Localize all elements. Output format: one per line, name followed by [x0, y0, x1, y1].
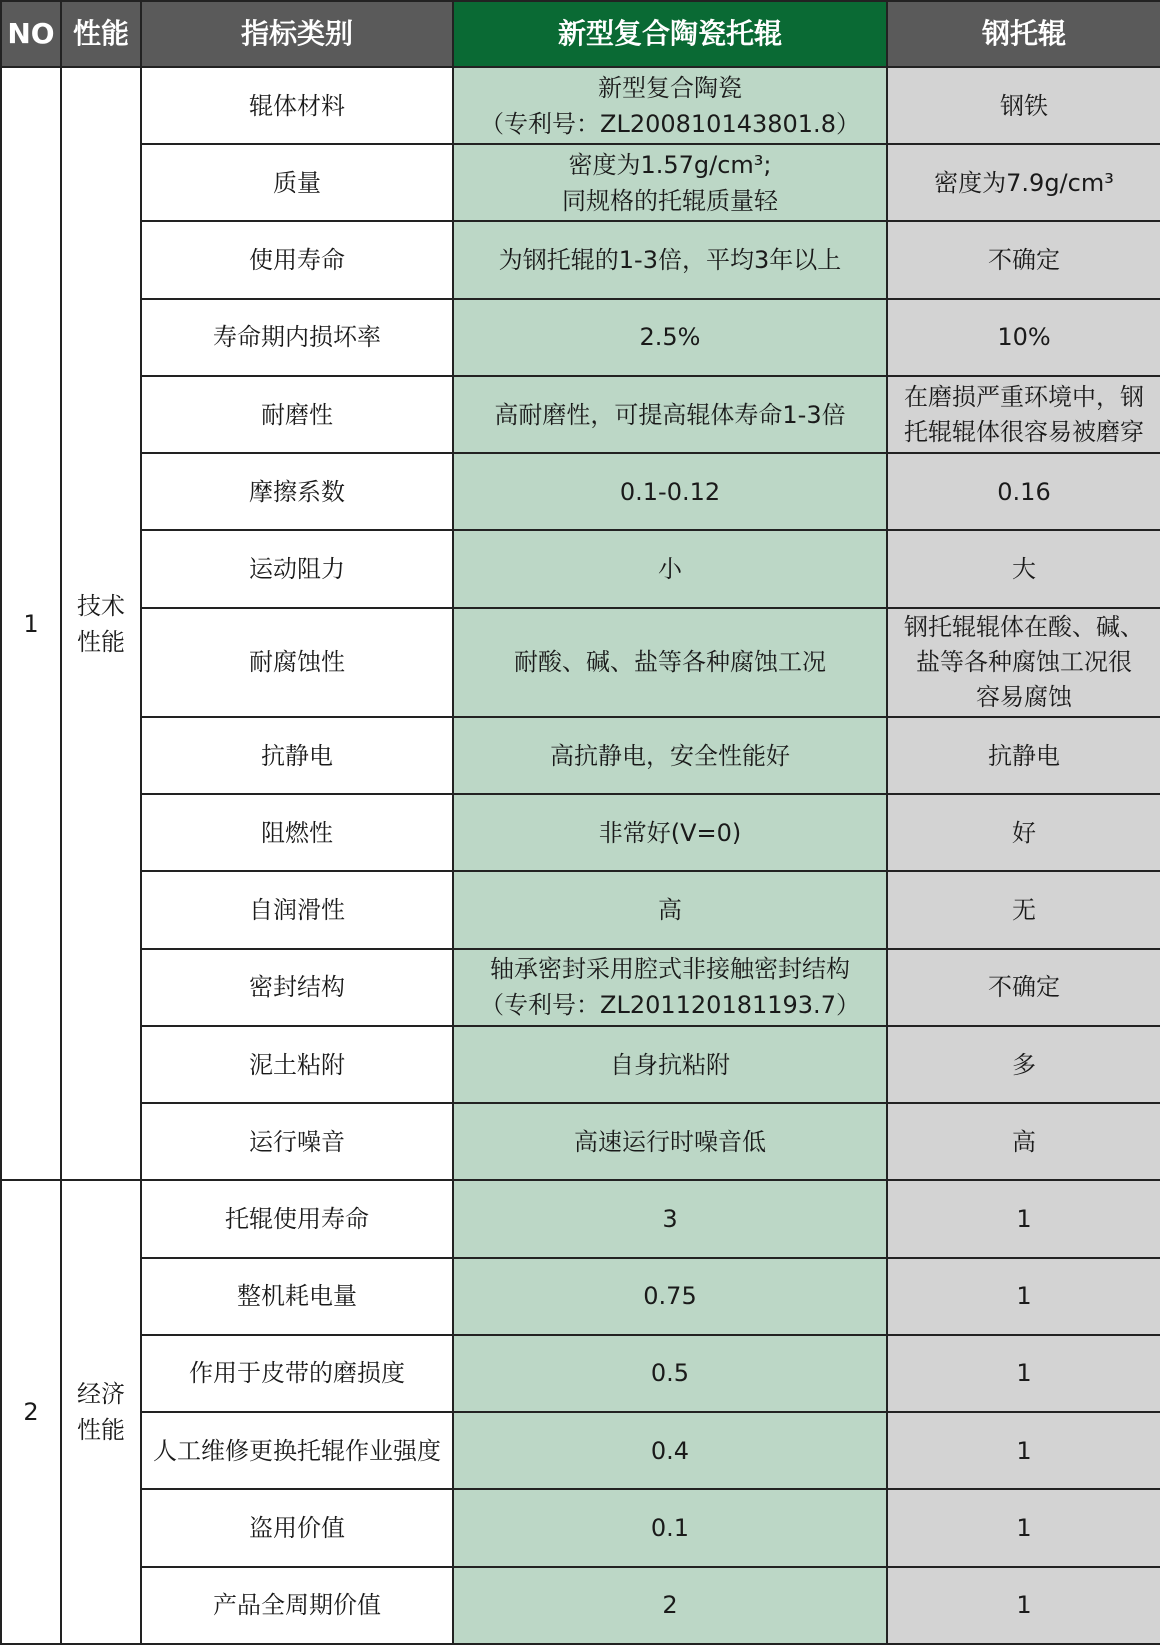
cell-line: （专利号：ZL200810143801.8）: [480, 109, 860, 138]
steel-value-cell: [887, 1180, 1160, 1257]
table-row: [1, 1180, 1160, 1257]
ceramic-value-cell: [453, 530, 887, 607]
table-row: [1, 717, 1160, 794]
steel-value-cell: [887, 144, 1160, 221]
table-row: [1, 1567, 1160, 1644]
ceramic-value-cell: [453, 794, 887, 871]
cell-line: 0.1: [650, 1513, 690, 1542]
table-row: [1, 1258, 1160, 1335]
cell-line: 耐酸、碱、盐等各种腐蚀工况: [514, 648, 826, 677]
ceramic-value-cell: [453, 1258, 887, 1335]
table-row: [1, 67, 1160, 144]
table-row: [1, 794, 1160, 871]
steel-value-cell: [887, 1258, 1160, 1335]
cell-line: 钢铁: [1000, 91, 1048, 120]
metric-cell: 运行噪音: [141, 1103, 453, 1180]
steel-value-cell: [887, 717, 1160, 794]
ceramic-value-cell: [453, 299, 887, 376]
steel-value-cell: [887, 1103, 1160, 1180]
cell-line: 不确定: [988, 246, 1060, 275]
table-row: [1, 221, 1160, 298]
table-row: [1, 530, 1160, 607]
ceramic-value-cell: [453, 1180, 887, 1257]
ceramic-value-cell: [453, 376, 887, 453]
group-number: 1: [1, 67, 61, 1180]
cell-line: 高: [1012, 1127, 1036, 1156]
metric-cell: 运动阻力: [141, 530, 453, 607]
metric-cell: 耐腐蚀性: [141, 608, 453, 717]
steel-value-cell: [887, 67, 1160, 144]
ceramic-value-cell: [453, 1335, 887, 1412]
cell-line: 密度为7.9g/cm³: [934, 168, 1114, 197]
metric-cell: 密封结构: [141, 949, 453, 1026]
steel-value-cell: [887, 376, 1160, 453]
table-row: [1, 453, 1160, 530]
metric-cell: 辊体材料: [141, 67, 453, 144]
cell-line: 1: [1016, 1359, 1032, 1388]
cell-line: 多: [1012, 1050, 1036, 1079]
cell-line: 1: [1016, 1513, 1032, 1542]
ceramic-value-cell: [453, 453, 887, 530]
metric-cell: 寿命期内损坏率: [141, 299, 453, 376]
cell-line: 1: [1016, 1282, 1032, 1311]
metric-cell: 整机耗电量: [141, 1258, 453, 1335]
metric-cell: 摩擦系数: [141, 453, 453, 530]
group-number: 2: [1, 1180, 61, 1644]
cell-line: 在磨损严重环境中，钢: [904, 382, 1144, 411]
metric-cell: 托辊使用寿命: [141, 1180, 453, 1257]
table-row: [1, 144, 1160, 221]
metric-cell: 泥土粘附: [141, 1026, 453, 1103]
cell-line: 1: [1016, 1205, 1032, 1233]
metric-cell: 抗静电: [141, 717, 453, 794]
cell-line: 无: [1012, 896, 1036, 925]
steel-value-cell: [887, 221, 1160, 298]
ceramic-value-cell: [453, 608, 887, 717]
metric-cell: 产品全周期价值: [141, 1567, 453, 1644]
cell-line: 钢托辊辊体在酸、碱、: [904, 613, 1144, 642]
steel-value-cell: [887, 299, 1160, 376]
cell-line: 高速运行时噪音低: [574, 1127, 766, 1156]
metric-cell: 人工维修更换托辊作业强度: [141, 1412, 453, 1489]
cell-line: 容易腐蚀: [976, 682, 1072, 711]
cell-line: 高抗静电，安全性能好: [550, 741, 790, 770]
cell-line: 性能: [77, 627, 125, 656]
cell-line: 2.5%: [639, 323, 701, 352]
steel-value-cell: [887, 1412, 1160, 1489]
steel-value-cell: [887, 949, 1160, 1026]
metric-cell: 阻燃性: [141, 794, 453, 871]
cell-line: 非常好(V=0): [598, 818, 742, 847]
steel-value-cell: [887, 530, 1160, 607]
table-row: [1, 1103, 1160, 1180]
steel-value-cell: [887, 453, 1160, 530]
cell-line: 0.16: [997, 477, 1051, 506]
table-row: [1, 1412, 1160, 1489]
ceramic-value-cell: [453, 871, 887, 948]
cell-line: （专利号：ZL201120181193.7）: [480, 991, 860, 1020]
ceramic-value-cell: [453, 1412, 887, 1489]
cell-line: 大: [1012, 555, 1036, 584]
table-row: [1, 1335, 1160, 1412]
steel-value-cell: [887, 1026, 1160, 1103]
cell-line: 0.4: [650, 1436, 690, 1465]
ceramic-value-cell: [453, 221, 887, 298]
cell-line: 技术: [77, 591, 125, 620]
cell-line: 新型复合陶瓷: [598, 73, 742, 102]
cell-line: 0.1-0.12: [619, 477, 721, 506]
table-row: [1, 1489, 1160, 1566]
steel-value-cell: [887, 794, 1160, 871]
cell-line: 3: [662, 1205, 678, 1233]
metric-cell: 盗用价值: [141, 1489, 453, 1566]
table-row: [1, 871, 1160, 948]
cell-line: 10%: [997, 323, 1051, 352]
header-ceramic-roller: 新型复合陶瓷托辊: [453, 1, 887, 67]
cell-line: 托辊辊体很容易被磨穿: [904, 417, 1144, 446]
group-performance-label: [61, 67, 141, 1180]
group-performance-label: [61, 1180, 141, 1644]
cell-line: 经济: [77, 1380, 125, 1409]
ceramic-value-cell: [453, 1489, 887, 1566]
metric-cell: 作用于皮带的磨损度: [141, 1335, 453, 1412]
cell-line: 性能: [77, 1416, 125, 1445]
cell-line: 小: [658, 555, 682, 584]
cell-line: 1: [1016, 1436, 1032, 1465]
ceramic-value-cell: [453, 1026, 887, 1103]
ceramic-value-cell: [453, 67, 887, 144]
cell-line: 0.75: [643, 1282, 697, 1311]
steel-value-cell: [887, 871, 1160, 948]
table-row: [1, 949, 1160, 1026]
cell-line: 同规格的托辊质量轻: [562, 186, 778, 215]
metric-cell: 自润滑性: [141, 871, 453, 948]
cell-line: 高: [658, 896, 682, 925]
cell-line: 自身抗粘附: [610, 1050, 730, 1079]
ceramic-value-cell: [453, 1567, 887, 1644]
cell-line: 0.5: [650, 1359, 690, 1388]
cell-line: 密度为1.57g/cm³;: [568, 150, 772, 179]
ceramic-value-cell: [453, 949, 887, 1026]
table-row: [1, 376, 1160, 453]
metric-cell: 质量: [141, 144, 453, 221]
steel-value-cell: [887, 1489, 1160, 1566]
steel-value-cell: [887, 1335, 1160, 1412]
steel-value-cell: [887, 1567, 1160, 1644]
cell-line: 为钢托辊的1-3倍，平均3年以上: [498, 246, 842, 275]
steel-value-cell: [887, 608, 1160, 717]
table-row: [1, 608, 1160, 717]
cell-line: 抗静电: [988, 741, 1060, 770]
ceramic-value-cell: [453, 717, 887, 794]
cell-line: 1: [1016, 1591, 1032, 1620]
header-metric-category: 指标类别: [141, 1, 453, 67]
header-no: NO: [1, 1, 61, 67]
table-body: [1, 67, 1160, 1644]
header-steel-roller: 钢托辊: [887, 1, 1160, 67]
metric-cell: 使用寿命: [141, 221, 453, 298]
metric-cell: 耐磨性: [141, 376, 453, 453]
cell-line: 轴承密封采用腔式非接触密封结构: [490, 955, 850, 984]
ceramic-value-cell: [453, 144, 887, 221]
cell-line: 高耐磨性，可提高辊体寿命1-3倍: [494, 400, 846, 429]
table-row: [1, 299, 1160, 376]
cell-line: 不确定: [988, 973, 1060, 1002]
table-row: [1, 1026, 1160, 1103]
header-row: [1, 1, 1160, 67]
cell-line: 盐等各种腐蚀工况很: [916, 647, 1132, 676]
cell-line: 2: [662, 1591, 678, 1620]
header-performance: 性能: [61, 1, 141, 67]
cell-line: 好: [1012, 818, 1036, 847]
ceramic-value-cell: [453, 1103, 887, 1180]
